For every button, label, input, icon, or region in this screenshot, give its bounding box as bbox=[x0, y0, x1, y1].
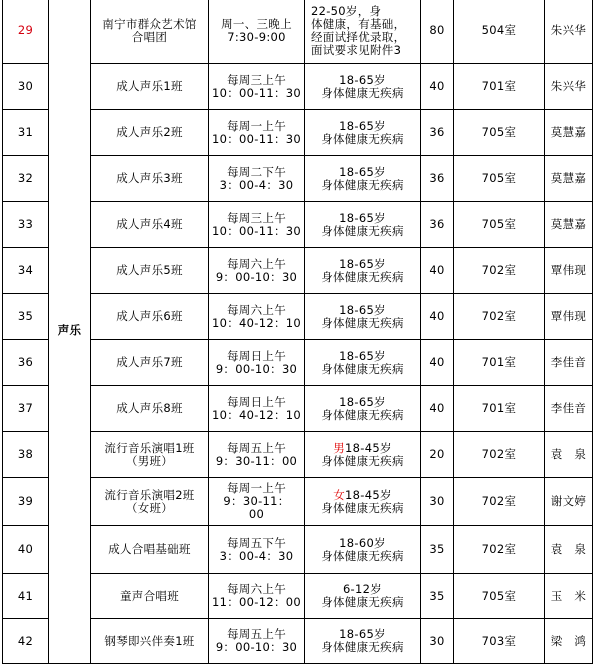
classroom: 705室 bbox=[454, 110, 545, 156]
class-time bbox=[209, 248, 305, 294]
cell-line: 00 bbox=[248, 507, 265, 521]
class-time bbox=[209, 574, 305, 619]
class-time bbox=[209, 619, 305, 664]
class-time bbox=[209, 294, 305, 340]
cell-line bbox=[307, 489, 418, 502]
classroom: 702室 bbox=[454, 526, 545, 574]
cell-line: 每周五下午 bbox=[227, 535, 286, 550]
row-number: 31 bbox=[3, 110, 49, 156]
gender-mark: 女 bbox=[333, 487, 346, 502]
cell-line: 每周三上午 bbox=[227, 72, 286, 87]
class-capacity: 20 bbox=[421, 432, 454, 478]
row-number: 35 bbox=[3, 294, 49, 340]
cell-line: 9：00-10：30 bbox=[215, 361, 298, 376]
cell-line: 每周五上午 bbox=[227, 440, 286, 455]
age-range: 18-45岁 bbox=[345, 487, 392, 502]
cell-line: 18-65岁 bbox=[339, 118, 386, 133]
class-name bbox=[91, 110, 209, 156]
cell-line: 18-60岁 bbox=[339, 535, 386, 550]
requirements bbox=[305, 526, 421, 574]
cell-line: 11：00-12：00 bbox=[212, 595, 301, 609]
row-number: 32 bbox=[3, 156, 49, 202]
class-time bbox=[209, 110, 305, 156]
cell-line: 18-65岁 bbox=[339, 348, 386, 363]
row-number: 37 bbox=[3, 386, 49, 432]
cell-line: 10：40-12：10 bbox=[212, 407, 301, 422]
class-capacity: 36 bbox=[421, 156, 454, 202]
class-name bbox=[91, 156, 209, 202]
cell-line: 每周五上午 bbox=[227, 627, 286, 641]
class-name bbox=[91, 340, 209, 386]
class-time bbox=[209, 340, 305, 386]
class-capacity: 35 bbox=[421, 574, 454, 619]
row-number: 38 bbox=[3, 432, 49, 478]
teacher: 莫慧嘉 bbox=[545, 156, 593, 202]
cell-line: 10：00-11：30 bbox=[212, 223, 301, 238]
class-name bbox=[91, 64, 209, 110]
class-name bbox=[91, 386, 209, 432]
cell-line: 周一、三晚上 bbox=[221, 16, 292, 31]
cell-line: 身体健康无疾病 bbox=[321, 131, 404, 146]
teacher: 莫慧嘉 bbox=[545, 110, 593, 156]
cell-line: 每周二下午 bbox=[227, 164, 286, 179]
classroom: 701室 bbox=[454, 340, 545, 386]
teacher: 朱兴华 bbox=[545, 64, 593, 110]
cell-line: 10：40-12：10 bbox=[212, 315, 301, 330]
cell-line: 每周一上午 bbox=[227, 481, 286, 495]
class-time bbox=[209, 432, 305, 478]
table-row bbox=[3, 432, 593, 478]
class-capacity: 80 bbox=[421, 0, 454, 64]
teacher: 莫慧嘉 bbox=[545, 202, 593, 248]
cell-line: 身体健康无疾病 bbox=[321, 595, 404, 609]
teacher: 李佳音 bbox=[545, 386, 593, 432]
teacher: 朱兴华 bbox=[545, 0, 593, 64]
gender-mark: 男 bbox=[333, 440, 346, 455]
cell-line: 18-65岁 bbox=[339, 72, 386, 87]
class-name bbox=[91, 0, 209, 64]
requirements bbox=[305, 248, 421, 294]
class-name bbox=[91, 432, 209, 478]
requirements bbox=[305, 156, 421, 202]
cell-line: 身体健康无疾病 bbox=[321, 269, 404, 284]
requirements bbox=[305, 432, 421, 478]
row-number: 41 bbox=[3, 574, 49, 619]
classroom: 705室 bbox=[454, 202, 545, 248]
cell-line: 10：00-11：30 bbox=[212, 131, 301, 146]
cell-line: 每周六上午 bbox=[227, 582, 286, 596]
row-number: 29 bbox=[3, 0, 49, 64]
cell-line: 3：00-4：30 bbox=[219, 177, 294, 192]
cell-line: 18-65岁 bbox=[339, 302, 386, 317]
table-row bbox=[3, 156, 593, 202]
cell-line: 合唱团 bbox=[131, 29, 168, 44]
class-name bbox=[91, 248, 209, 294]
classroom: 701室 bbox=[454, 386, 545, 432]
class-time bbox=[209, 526, 305, 574]
cell-line: 每周三上午 bbox=[227, 210, 286, 225]
cell-line: 身体健康无疾病 bbox=[321, 640, 404, 654]
cell-line: 成人声乐2班 bbox=[116, 125, 183, 139]
cell-line: 6-12岁 bbox=[342, 582, 383, 596]
cell-line: 身体健康无疾病 bbox=[321, 453, 404, 468]
cell-line: 9：00-10：30 bbox=[215, 640, 298, 654]
class-capacity: 30 bbox=[421, 478, 454, 526]
cell-line: 18-65岁 bbox=[339, 164, 386, 179]
teacher: 玉 米 bbox=[545, 574, 593, 619]
cell-line: （男班） bbox=[125, 453, 174, 468]
class-capacity: 36 bbox=[421, 110, 454, 156]
cell-line: 体健康，有基础， bbox=[311, 16, 406, 31]
class-time bbox=[209, 0, 305, 64]
teacher: 袁 泉 bbox=[545, 526, 593, 574]
cell-line: 成人声乐5班 bbox=[116, 263, 183, 277]
cell-line: 9：30-11： bbox=[223, 494, 290, 508]
requirements bbox=[305, 340, 421, 386]
requirements bbox=[305, 386, 421, 432]
row-number: 42 bbox=[3, 619, 49, 664]
cell-line: 成人声乐3班 bbox=[116, 171, 183, 185]
class-name bbox=[91, 294, 209, 340]
cell-line: 9：00-10：30 bbox=[215, 269, 298, 284]
class-capacity: 40 bbox=[421, 248, 454, 294]
table-row bbox=[3, 110, 593, 156]
classroom: 702室 bbox=[454, 248, 545, 294]
class-capacity: 40 bbox=[421, 340, 454, 386]
teacher: 梁 鸿 bbox=[545, 619, 593, 664]
class-name bbox=[91, 619, 209, 664]
class-capacity: 40 bbox=[421, 64, 454, 110]
class-name bbox=[91, 202, 209, 248]
teacher: 谢文婷 bbox=[545, 478, 593, 526]
row-number: 34 bbox=[3, 248, 49, 294]
cell-line: 流行音乐演唱1班 bbox=[104, 440, 195, 455]
teacher: 李佳音 bbox=[545, 340, 593, 386]
cell-line: 18-65岁 bbox=[339, 210, 386, 225]
cell-line: 身体健康无疾病 bbox=[321, 177, 404, 192]
cell-line: 身体健康无疾病 bbox=[321, 315, 404, 330]
classroom: 702室 bbox=[454, 294, 545, 340]
cell-line: 身体健康无疾病 bbox=[321, 223, 404, 238]
class-name bbox=[91, 478, 209, 526]
table-row bbox=[3, 574, 593, 619]
cell-line: 3：00-4：30 bbox=[219, 548, 294, 563]
table-row bbox=[3, 619, 593, 664]
cell-line: 成人声乐4班 bbox=[116, 217, 183, 231]
table-row bbox=[3, 64, 593, 110]
row-number: 40 bbox=[3, 526, 49, 574]
class-time bbox=[209, 478, 305, 526]
teacher: 覃伟现 bbox=[545, 294, 593, 340]
cell-line: 流行音乐演唱2班 bbox=[104, 487, 195, 502]
teacher: 覃伟现 bbox=[545, 248, 593, 294]
class-time bbox=[209, 64, 305, 110]
cell-line: 成人合唱基础班 bbox=[108, 542, 191, 556]
table-row bbox=[3, 526, 593, 574]
class-time bbox=[209, 156, 305, 202]
cell-line: 9：30-11：00 bbox=[215, 453, 298, 468]
row-number: 39 bbox=[3, 478, 49, 526]
requirements bbox=[305, 619, 421, 664]
table-row bbox=[3, 340, 593, 386]
cell-line bbox=[307, 442, 418, 455]
table-row bbox=[3, 294, 593, 340]
class-time bbox=[209, 202, 305, 248]
class-capacity: 35 bbox=[421, 526, 454, 574]
cell-line: 每周日上午 bbox=[227, 348, 286, 363]
table-row bbox=[3, 386, 593, 432]
teacher: 袁 泉 bbox=[545, 432, 593, 478]
classroom: 705室 bbox=[454, 574, 545, 619]
requirements bbox=[305, 294, 421, 340]
classroom: 705室 bbox=[454, 156, 545, 202]
cell-line: 身体健康无疾病 bbox=[321, 85, 404, 100]
cell-line: 成人声乐7班 bbox=[116, 355, 183, 369]
category-cell: 声乐 bbox=[49, 0, 91, 664]
cell-line: 每周六上午 bbox=[227, 256, 286, 271]
row-number: 30 bbox=[3, 64, 49, 110]
requirements bbox=[305, 478, 421, 526]
cell-line: 身体健康无疾病 bbox=[321, 548, 404, 563]
cell-line: 每周一上午 bbox=[227, 118, 286, 133]
cell-line: 童声合唱班 bbox=[120, 588, 179, 603]
requirements bbox=[305, 202, 421, 248]
classroom: 702室 bbox=[454, 478, 545, 526]
cell-line: 身体健康无疾病 bbox=[321, 361, 404, 376]
cell-line: 成人声乐1班 bbox=[116, 79, 183, 93]
cell-line: 10：00-11：30 bbox=[212, 85, 301, 100]
cell-line: 面试要求见附件3 bbox=[311, 42, 402, 57]
table-row bbox=[3, 0, 593, 64]
class-name bbox=[91, 574, 209, 619]
class-capacity: 36 bbox=[421, 202, 454, 248]
course-table bbox=[2, 0, 593, 664]
cell-line: 钢琴即兴伴奏1班 bbox=[104, 633, 195, 648]
class-time bbox=[209, 386, 305, 432]
cell-line: 18-65岁 bbox=[339, 627, 386, 641]
table-row bbox=[3, 202, 593, 248]
cell-line: 经面试择优录取， bbox=[311, 29, 406, 44]
cell-line: 18-65岁 bbox=[339, 394, 386, 409]
cell-line: 每周六上午 bbox=[227, 302, 286, 317]
cell-line: 22-50岁，身 bbox=[311, 3, 382, 18]
row-number: 36 bbox=[3, 340, 49, 386]
table-row bbox=[3, 478, 593, 526]
classroom: 703室 bbox=[454, 619, 545, 664]
age-range: 18-45岁 bbox=[345, 440, 392, 455]
cell-line: 每周日上午 bbox=[227, 394, 286, 409]
row-number: 33 bbox=[3, 202, 49, 248]
requirements bbox=[305, 0, 421, 64]
cell-line: （女班） bbox=[125, 500, 174, 515]
cell-line: 身体健康无疾病 bbox=[321, 500, 404, 515]
course-table-body bbox=[3, 0, 593, 664]
classroom: 701室 bbox=[454, 64, 545, 110]
cell-line: 7:30-9:00 bbox=[227, 29, 286, 44]
requirements bbox=[305, 574, 421, 619]
class-capacity: 40 bbox=[421, 294, 454, 340]
cell-line: 南宁市群众艺术馆 bbox=[102, 16, 197, 31]
requirements bbox=[305, 64, 421, 110]
cell-line: 18-65岁 bbox=[339, 256, 386, 271]
table-row bbox=[3, 248, 593, 294]
class-name bbox=[91, 526, 209, 574]
cell-line: 成人声乐6班 bbox=[116, 309, 183, 323]
classroom: 702室 bbox=[454, 432, 545, 478]
class-capacity: 30 bbox=[421, 619, 454, 664]
cell-line: 身体健康无疾病 bbox=[321, 407, 404, 422]
requirements bbox=[305, 110, 421, 156]
class-capacity: 40 bbox=[421, 386, 454, 432]
classroom: 504室 bbox=[454, 0, 545, 64]
cell-line: 成人声乐8班 bbox=[116, 401, 183, 415]
